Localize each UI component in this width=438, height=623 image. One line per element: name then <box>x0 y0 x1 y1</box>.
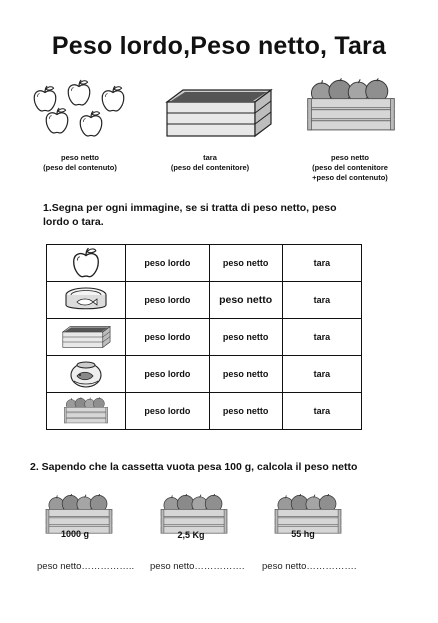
option-peso-lordo[interactable]: peso lordo <box>126 319 209 356</box>
option-peso-netto[interactable]: peso netto <box>209 393 282 430</box>
apple-crate-illustration <box>305 73 397 139</box>
option-tara[interactable]: tara <box>282 282 361 319</box>
crate-weight-label: 1000 g <box>60 529 90 539</box>
option-peso-netto[interactable]: peso netto <box>209 319 282 356</box>
caption-net-weight: peso netto (peso del contenuto) <box>43 153 117 172</box>
empty-crate-icon <box>47 319 126 356</box>
option-peso-lordo[interactable]: peso lordo <box>126 245 209 282</box>
caption-tare: tara (peso del contenitore) <box>170 153 250 172</box>
table-row <box>47 319 362 356</box>
option-tara[interactable]: tara <box>282 356 361 393</box>
option-peso-netto[interactable]: peso netto <box>209 245 282 282</box>
option-tara[interactable]: tara <box>282 393 361 430</box>
option-peso-lordo[interactable]: peso lordo <box>126 282 209 319</box>
option-peso-netto[interactable]: peso netto <box>209 356 282 393</box>
table-row <box>47 356 362 393</box>
apple-crate-icon <box>47 393 126 430</box>
tuna-can-icon <box>47 282 126 319</box>
option-peso-netto[interactable]: peso netto <box>209 282 282 319</box>
apples-illustration <box>30 77 130 143</box>
exercise-1-instructions: 1.Segna per ogni immagine, se si tratta di peso netto, peso lordo o tara. <box>43 202 337 228</box>
caption-gross-weight: peso netto (peso del contenitore +peso del contenuto) <box>312 153 388 182</box>
option-peso-lordo[interactable]: peso lordo <box>126 356 209 393</box>
exercise-2-instructions: 2. Sapendo che la cassetta vuota pesa 100 g, calcola il peso netto <box>30 461 358 473</box>
option-tara[interactable]: tara <box>282 319 361 356</box>
option-tara[interactable]: tara <box>282 245 361 282</box>
answer-field[interactable]: peso netto……………. <box>150 561 245 572</box>
page-title: Peso lordo,Peso netto, Tara <box>51 32 387 60</box>
answer-field[interactable]: peso netto……………. <box>262 561 357 572</box>
apple-crate-icon <box>305 73 397 139</box>
empty-crate-illustration <box>163 88 273 138</box>
crate-icon <box>163 88 273 138</box>
option-peso-lordo[interactable]: peso lordo <box>126 393 209 430</box>
crate-weight-label: 2,5 Kg <box>177 530 205 540</box>
table-row <box>47 282 362 319</box>
exercise-1-table <box>46 244 362 430</box>
table-row <box>47 393 362 430</box>
table-row <box>47 245 362 282</box>
apple-group-icon <box>30 77 130 143</box>
crate-weight-label: 55 hg <box>291 529 315 539</box>
fish-jar-icon <box>47 356 126 393</box>
apple-icon <box>47 245 126 282</box>
answer-field[interactable]: peso netto…………….. <box>37 561 135 572</box>
